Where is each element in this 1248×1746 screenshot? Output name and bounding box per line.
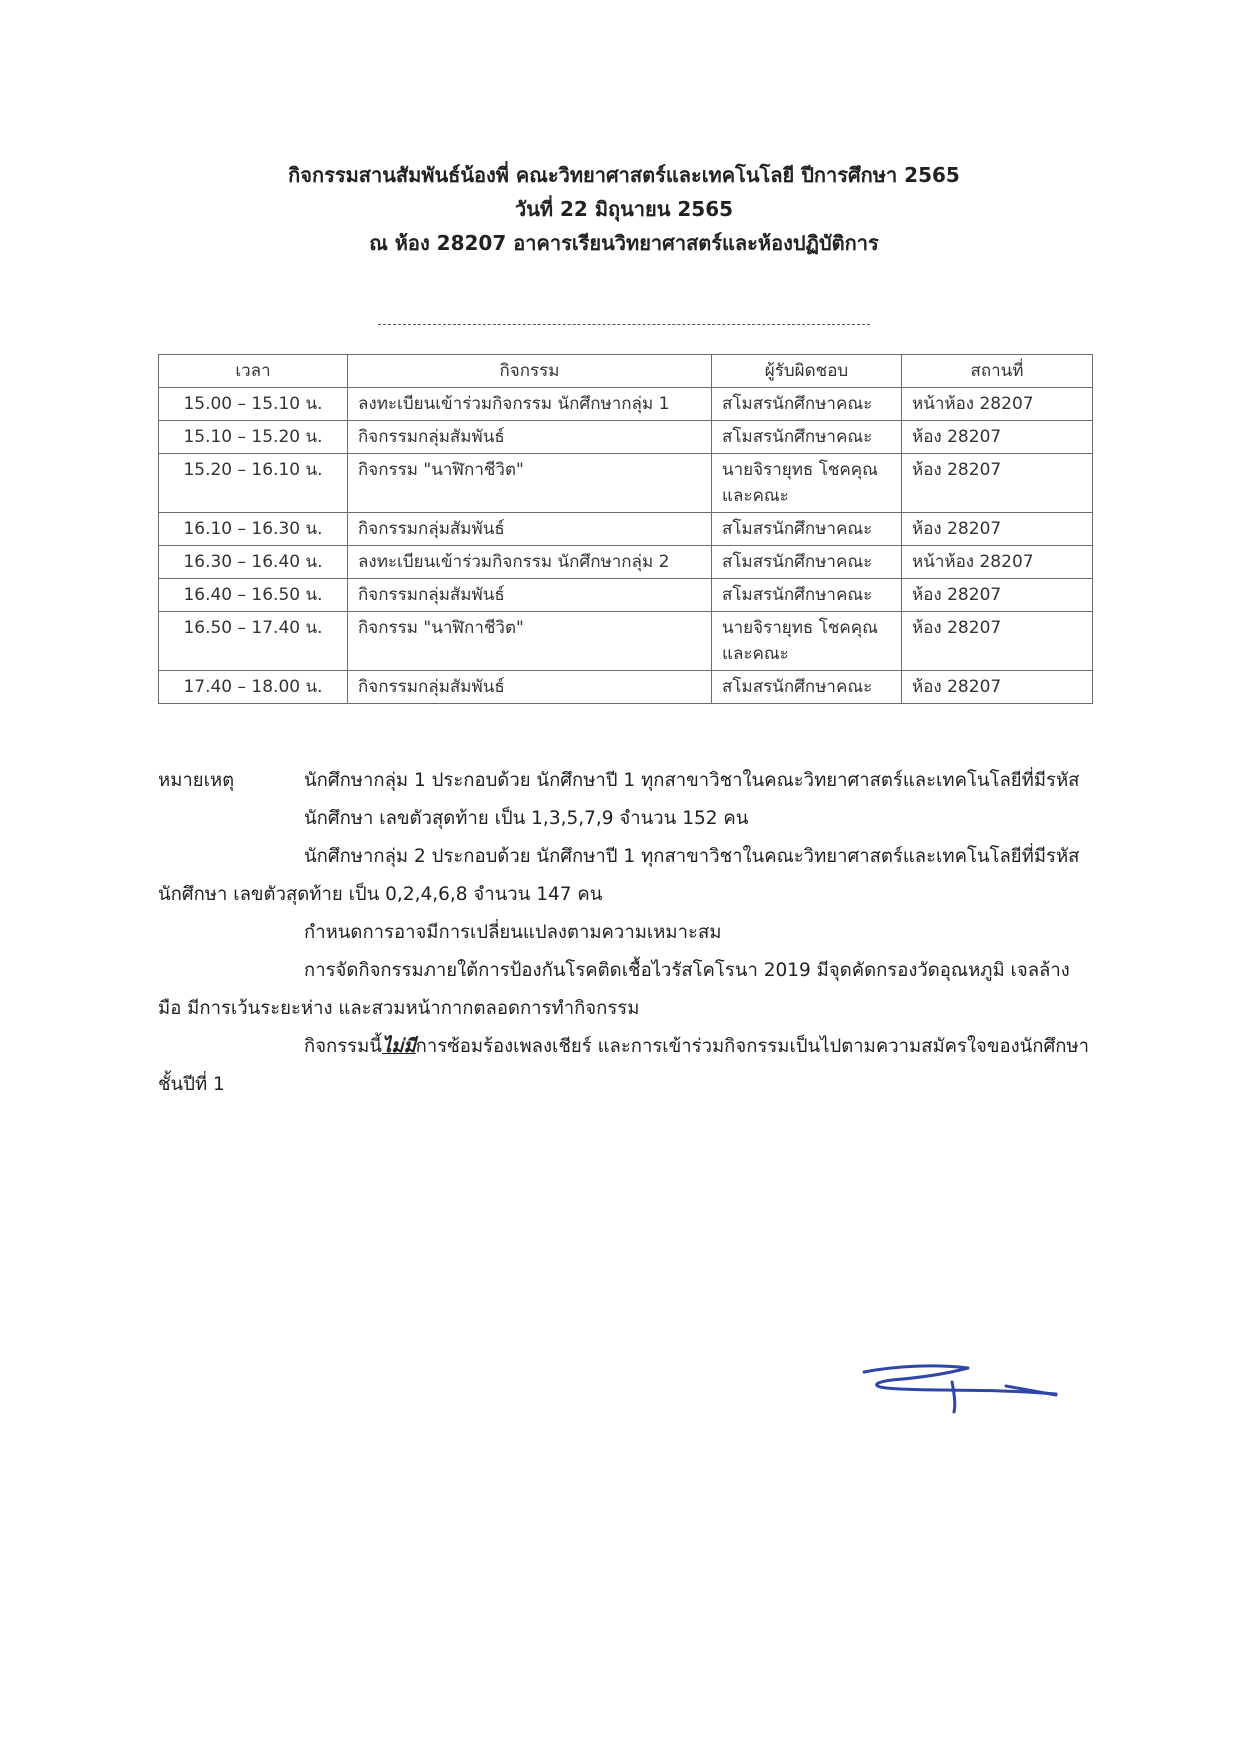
cell-activity: กิจกรรม "นาฬิกาชีวิต" <box>348 612 712 671</box>
column-header-activity: กิจกรรม <box>348 355 712 388</box>
cell-place: ห้อง 28207 <box>902 612 1093 671</box>
header-title: กิจกรรมสานสัมพันธ์น้องพี่ คณะวิทยาศาสตร์และเทคโนโลยี ปีการศึกษา 2565 <box>288 163 960 187</box>
cell-activity: กิจกรรมกลุ่มสัมพันธ์ <box>348 671 712 704</box>
cell-activity: กิจกรรมกลุ่มสัมพันธ์ <box>348 513 712 546</box>
table-row <box>159 388 1093 421</box>
header-venue: ณ ห้อง 28207 อาคารเรียนวิทยาศาสตร์และห้องปฏิบัติการ <box>369 231 879 255</box>
cell-activity: กิจกรรมกลุ่มสัมพันธ์ <box>348 421 712 454</box>
notes-label: หมายเหตุ <box>158 770 235 791</box>
note-group-1-text: นักศึกษากลุ่ม 1 ประกอบด้วย นักศึกษาปี 1 ทุกสาขาวิชาในคณะวิทยาศาสตร์และเทคโนโลยีที่มีรหัสนักศึกษา เลขตัวสุดท้าย เป็น 1,3,5,7,9 จำนวน 152 คน <box>304 770 1080 829</box>
table-row <box>159 579 1093 612</box>
table-row <box>159 454 1093 513</box>
header-date: วันที่ 22 มิถุนายน 2565 <box>514 197 734 221</box>
table-row <box>159 421 1093 454</box>
table-row <box>159 612 1093 671</box>
note-group-2: นักศึกษากลุ่ม 2 ประกอบด้วย นักศึกษาปี 1 ทุกสาขาวิชาในคณะวิทยาศาสตร์และเทคโนโลยีที่มีรหัสนักศึกษา เลขตัวสุดท้าย เป็น 0,2,4,6,8 จำนวน 147 คน <box>158 846 1080 905</box>
cell-time: 15.10 – 15.20 น. <box>159 421 348 454</box>
note-cheer <box>158 1028 1092 1104</box>
note-covid: การจัดกิจกรรมภายใต้การป้องกันโรคติดเชื้อไวรัสโคโรนา 2019 มีจุดคัดกรองวัดอุณหภูมิ เจลล้างมือ มีการเว้นระยะห่าง และสวมหน้ากากตลอดการทำกิจกรรม <box>158 960 1070 1019</box>
cell-time: 16.30 – 16.40 น. <box>159 546 348 579</box>
cell-time: 17.40 – 18.00 น. <box>159 671 348 704</box>
note-group-1 <box>158 762 1092 838</box>
column-header-responsible: ผู้รับผิดชอบ <box>712 355 902 388</box>
table-row <box>159 513 1093 546</box>
cell-place: ห้อง 28207 <box>902 513 1093 546</box>
cell-place: ห้อง 28207 <box>902 454 1093 513</box>
column-header-time: เวลา <box>159 355 348 388</box>
schedule-table <box>158 354 1093 704</box>
note-cheer-suffix: การซ้อมร้องเพลงเชียร์ และการเข้าร่วมกิจกรรมเป็นไปตามความสมัครใจของนักศึกษา ชั้นปีที่ 1 <box>158 1036 1090 1095</box>
cell-time: 15.00 – 15.10 น. <box>159 388 348 421</box>
cell-place: ห้อง 28207 <box>902 421 1093 454</box>
note-schedule-change: กำหนดการอาจมีการเปลี่ยนแปลงตามความเหมาะสม <box>304 922 722 943</box>
note-cheer-emphasis: ไม่มี <box>381 1036 416 1057</box>
cell-activity: ลงทะเบียนเข้าร่วมกิจกรรม นักศึกษากลุ่ม 1 <box>348 388 712 421</box>
cell-place: ห้อง 28207 <box>902 671 1093 704</box>
cell-activity: กิจกรรม "นาฬิกาชีวิต" <box>348 454 712 513</box>
cell-responsible: สโมสรนักศึกษาคณะ <box>712 546 902 579</box>
cell-place: หน้าห้อง 28207 <box>902 388 1093 421</box>
column-header-place: สถานที่ <box>902 355 1093 388</box>
cell-time: 16.50 – 17.40 น. <box>159 612 348 671</box>
cell-responsible: สโมสรนักศึกษาคณะ <box>712 421 902 454</box>
cell-activity: ลงทะเบียนเข้าร่วมกิจกรรม นักศึกษากลุ่ม 2 <box>348 546 712 579</box>
cell-responsible: สโมสรนักศึกษาคณะ <box>712 388 902 421</box>
table-header-row <box>159 355 1093 388</box>
cell-time: 16.10 – 16.30 น. <box>159 513 348 546</box>
table-row <box>159 546 1093 579</box>
cell-place: หน้าห้อง 28207 <box>902 546 1093 579</box>
cell-activity: กิจกรรมกลุ่มสัมพันธ์ <box>348 579 712 612</box>
notes-section <box>158 762 1092 1104</box>
table-row <box>159 671 1093 704</box>
cell-responsible: สโมสรนักศึกษาคณะ <box>712 513 902 546</box>
signature-image <box>856 1352 1062 1416</box>
cell-responsible: นายจิรายุทธ โชคคุณ และคณะ <box>712 454 902 513</box>
cell-responsible: สโมสรนักศึกษาคณะ <box>712 579 902 612</box>
dashed-divider <box>378 324 870 325</box>
cell-time: 16.40 – 16.50 น. <box>159 579 348 612</box>
document-header <box>0 158 1248 260</box>
cell-responsible: นายจิรายุทธ โชคคุณ และคณะ <box>712 612 902 671</box>
cell-time: 15.20 – 16.10 น. <box>159 454 348 513</box>
cell-place: ห้อง 28207 <box>902 579 1093 612</box>
note-cheer-prefix: กิจกรรมนี้ <box>304 1036 382 1057</box>
cell-responsible: สโมสรนักศึกษาคณะ <box>712 671 902 704</box>
